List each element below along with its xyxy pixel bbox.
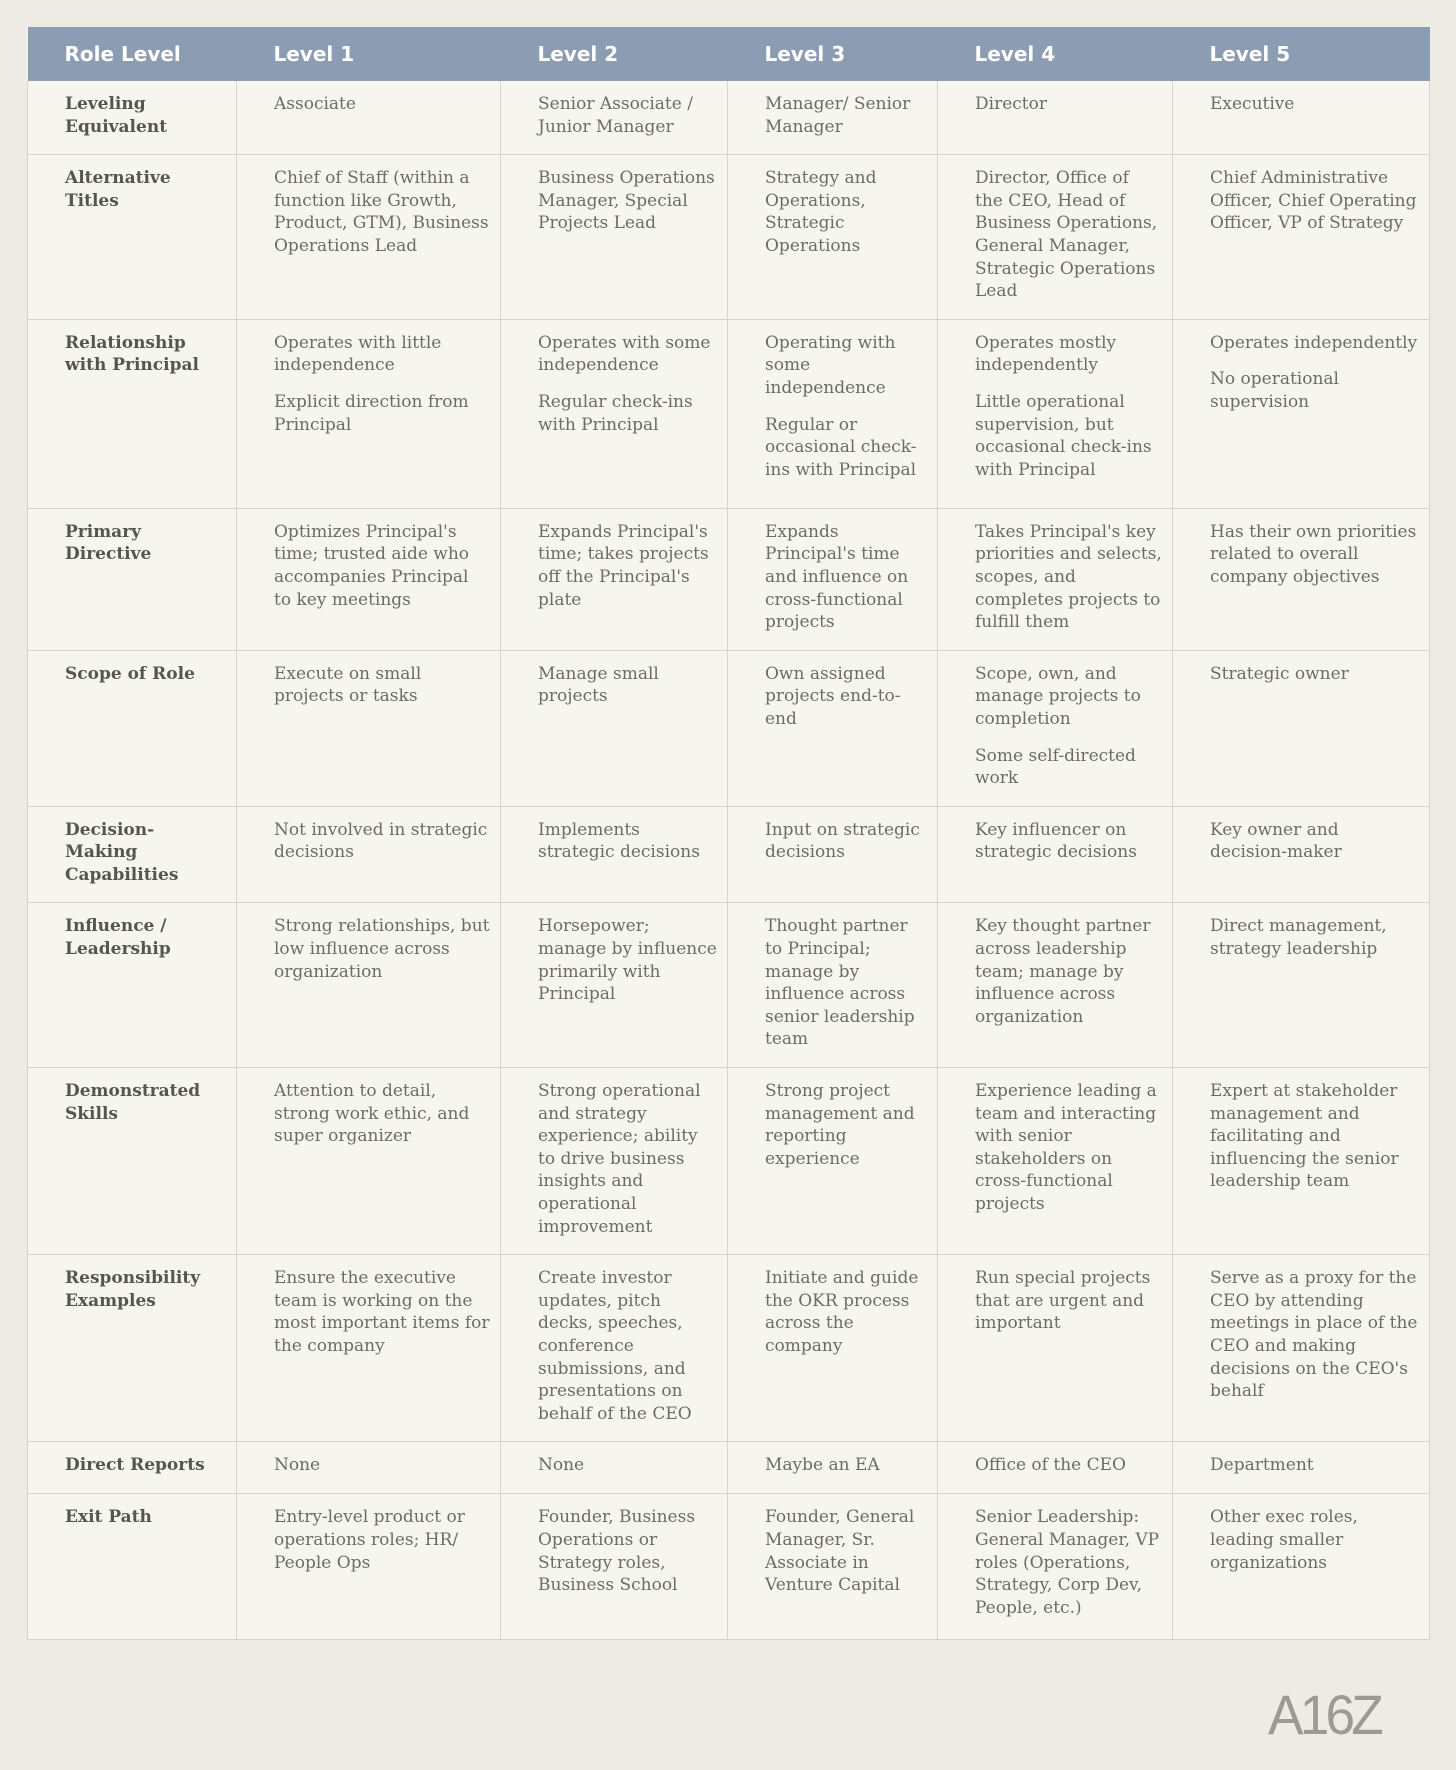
table-cell-level-2 [501,319,728,508]
table-cell-level-3 [728,1068,938,1255]
role-level-table-container [27,27,1429,1640]
cell-paragraph: Thought partner to Principal; manage by influence across senior leadership team [765,916,915,1050]
table-cell-level-3 [728,155,938,320]
cell-paragraph: Takes Principal's key priorities and selects, scopes, and completes projects to fulfill them [975,521,1162,633]
table-cell-level-3 [728,1494,938,1640]
table-cell-level-1 [237,155,501,320]
cell-paragraph: Regular check-ins with Principal [538,391,693,435]
table-row-primary-directive [28,508,1430,650]
cell-paragraph: Associate [274,94,356,114]
table-cell-level-2 [501,508,728,650]
cell-paragraph: Director [975,94,1047,114]
header-row [28,27,1430,81]
cell-paragraph: Director, Office of the CEO, Head of Business Operations, General Manager, Strategic Operations Lead [975,168,1158,302]
cell-paragraph: Own assigned projects end-to-end [765,663,901,729]
row-label: Influence / Leadership [28,903,237,1068]
cell-paragraph: Implements strategic decisions [538,819,700,863]
table-cell-level-3 [728,650,938,806]
cell-paragraph: Key owner and decision-maker [1210,819,1342,863]
row-label: Alternative Titles [28,155,237,320]
table-cell-level-5 [1173,1494,1430,1640]
table-cell-level-4 [938,1442,1173,1494]
table-cell-level-4 [938,155,1173,320]
table-cell-level-4 [938,81,1173,155]
table-cell-level-1 [237,319,501,508]
cell-paragraph: Key influencer on strategic decisions [975,819,1137,863]
table-row-direct-reports [28,1442,1430,1494]
header-cell-role-level: Role Level [28,27,237,81]
table-cell-level-5 [1173,155,1430,320]
cell-paragraph: Attention to detail, strong work ethic, and super organizer [274,1081,470,1147]
table-cell-level-3 [728,81,938,155]
cell-paragraph: Operates independently [1210,332,1418,353]
table-cell-level-5 [1173,806,1430,903]
cell-paragraph: Senior Leadership: General Manager, VP roles (Operations, Strategy, Corp Dev, People, etc.) [975,1507,1160,1618]
cell-paragraph: Expands Principal's time; takes projects off the Principal's plate [538,521,709,610]
table-cell-level-4 [938,1494,1173,1640]
cell-paragraph: Other exec roles, leading smaller organizations [1210,1507,1358,1573]
cell-paragraph: Explicit direction from Principal [274,391,469,435]
table-cell-level-4 [938,319,1173,508]
table-cell-level-2 [501,1068,728,1255]
cell-paragraph: Department [1210,1455,1314,1476]
table-cell-level-1 [237,806,501,903]
table-cell-level-5 [1173,1068,1430,1255]
table-cell-level-2 [501,155,728,320]
header-cell-level-3: Level 3 [728,27,938,81]
table-cell-level-4 [938,903,1173,1068]
table-cell-level-1 [237,508,501,650]
table-cell-level-2 [501,1494,728,1640]
cell-paragraph: Strategic owner [1210,663,1349,684]
table-row-scope-of-role [28,650,1430,806]
cell-paragraph: Operating with some independence [765,332,896,398]
cell-paragraph: Business Operations Manager, Special Projects Lead [538,168,715,234]
table-cell-level-1 [237,1255,501,1442]
row-label: Decision-Making Capabilities [28,806,237,903]
cell-paragraph: Horsepower; manage by influence primarily with Principal [538,916,717,1005]
table-cell-level-1 [237,1442,501,1494]
table-cell-level-5 [1173,650,1430,806]
cell-paragraph: Strong operational and strategy experience; ability to drive business insights and operational improvement [538,1081,701,1237]
table-cell-level-3 [728,1442,938,1494]
table-cell-level-3 [728,1255,938,1442]
cell-paragraph: Office of the CEO [975,1455,1126,1476]
row-label: Leveling Equivalent [28,81,237,155]
cell-paragraph: Entry-level product or operations roles; HR/ People Ops [274,1507,465,1573]
cell-paragraph: Operates mostly independently [975,332,1117,376]
table-header [28,27,1430,81]
cell-paragraph: Serve as a proxy for the CEO by attending meetings in place of the CEO and making decisions on the CEO's behalf [1210,1268,1418,1402]
row-label: Demonstrated Skills [28,1068,237,1255]
table-cell-level-5 [1173,1255,1430,1442]
cell-paragraph: Manage small projects [538,663,659,707]
table-row-demonstrated-skills [28,1068,1430,1255]
cell-paragraph: No operational supervision [1210,369,1339,412]
table-cell-level-2 [501,650,728,806]
cell-paragraph: Some self-directed work [975,745,1136,789]
header-cell-level-2: Level 2 [501,27,728,81]
table-row-exit-path [28,1494,1430,1640]
cell-paragraph: Founder, General Manager, Sr. Associate in Venture Capital [765,1507,915,1596]
table-cell-level-3 [728,806,938,903]
cell-paragraph: None [274,1455,321,1476]
table-cell-level-4 [938,1255,1173,1442]
table-cell-level-1 [237,1494,501,1640]
cell-paragraph: Expert at stakeholder management and facilitating and influencing the senior leadership team [1210,1081,1399,1192]
a16z-logo-text: A16Z [1268,1683,1383,1742]
row-label: Exit Path [28,1494,237,1640]
cell-paragraph: Maybe an EA [765,1455,880,1476]
table-cell-level-2 [501,1255,728,1442]
cell-paragraph: Ensure the executive team is working on the most important items for the company [274,1268,490,1356]
table-cell-level-5 [1173,903,1430,1068]
row-label: Scope of Role [28,650,237,806]
table-body [28,81,1430,1640]
cell-paragraph: Senior Associate / Junior Manager [538,94,693,137]
role-level-table [27,27,1430,1640]
table-cell-level-3 [728,903,938,1068]
cell-paragraph: Direct management, strategy leadership [1210,916,1387,960]
cell-paragraph: Experience leading a team and interacting with senior stakeholders on cross-functional projects [975,1081,1157,1214]
table-cell-level-3 [728,508,938,650]
cell-paragraph: Has their own priorities related to overall company objectives [1210,521,1417,587]
table-cell-level-1 [237,650,501,806]
cell-paragraph: Operates with little independence [274,332,442,376]
table-cell-level-4 [938,650,1173,806]
header-cell-level-4: Level 4 [938,27,1173,81]
cell-paragraph: Manager/ Senior Manager [765,94,911,137]
table-cell-level-1 [237,1068,501,1255]
cell-paragraph: Run special projects that are urgent and important [975,1268,1151,1334]
table-cell-level-1 [237,81,501,155]
table-cell-level-3 [728,319,938,508]
cell-paragraph: Chief Administrative Officer, Chief Operating Officer, VP of Strategy [1210,168,1417,234]
row-label: Direct Reports [28,1442,237,1494]
cell-paragraph: Regular or occasional check-ins with Principal [765,414,917,480]
table-cell-level-2 [501,1442,728,1494]
cell-paragraph: Little operational supervision, but occasional check-ins with Principal [975,391,1152,480]
cell-paragraph: Input on strategic decisions [765,819,920,863]
cell-paragraph: Strong project management and reporting experience [765,1081,915,1169]
a16z-logo [1266,1682,1386,1742]
cell-paragraph: Founder, Business Operations or Strategy roles, Business School [538,1507,696,1596]
cell-paragraph: Execute on small projects or tasks [274,663,422,707]
cell-paragraph: Expands Principal's time and influence on cross-functional projects [765,521,909,633]
table-row-influence-leadership [28,903,1430,1068]
cell-paragraph: Key thought partner across leadership team; manage by influence across organization [975,916,1151,1027]
header-cell-level-1: Level 1 [237,27,501,81]
table-row-decision-making-capabilities [28,806,1430,903]
header-cell-level-5: Level 5 [1173,27,1430,81]
cell-paragraph: Strategy and Operations, Strategic Operations [765,168,877,256]
cell-paragraph: Optimizes Principal's time; trusted aide who accompanies Principal to key meetings [274,521,470,610]
table-row-responsibility-examples [28,1255,1430,1442]
table-cell-level-4 [938,806,1173,903]
cell-paragraph: Operates with some independence [538,332,711,376]
table-cell-level-1 [237,903,501,1068]
cell-paragraph: Executive [1210,94,1295,114]
row-label: Relationship with Principal [28,319,237,508]
table-cell-level-5 [1173,319,1430,508]
cell-paragraph: Not involved in strategic decisions [274,819,488,863]
cell-paragraph: Create investor updates, pitch decks, speeches, conference submissions, and presentations on behalf of the CEO [538,1268,692,1424]
table-cell-level-4 [938,1068,1173,1255]
cell-paragraph: Strong relationships, but low influence across organization [274,916,490,982]
cell-paragraph: None [538,1455,585,1476]
table-row-leveling-equivalent [28,81,1430,155]
table-cell-level-5 [1173,508,1430,650]
cell-paragraph: Initiate and guide the OKR process across the company [765,1268,919,1356]
table-row-alternative-titles [28,155,1430,320]
table-cell-level-2 [501,81,728,155]
table-cell-level-5 [1173,1442,1430,1494]
table-row-relationship-with-principal [28,319,1430,508]
cell-paragraph: Chief of Staff (within a function like Growth, Product, GTM), Business Operations Lead [274,168,489,256]
row-label: Responsibility Examples [28,1255,237,1442]
table-cell-level-5 [1173,81,1430,155]
table-cell-level-2 [501,806,728,903]
table-cell-level-2 [501,903,728,1068]
row-label: Primary Directive [28,508,237,650]
table-cell-level-4 [938,508,1173,650]
cell-paragraph: Scope, own, and manage projects to completion [975,663,1141,729]
